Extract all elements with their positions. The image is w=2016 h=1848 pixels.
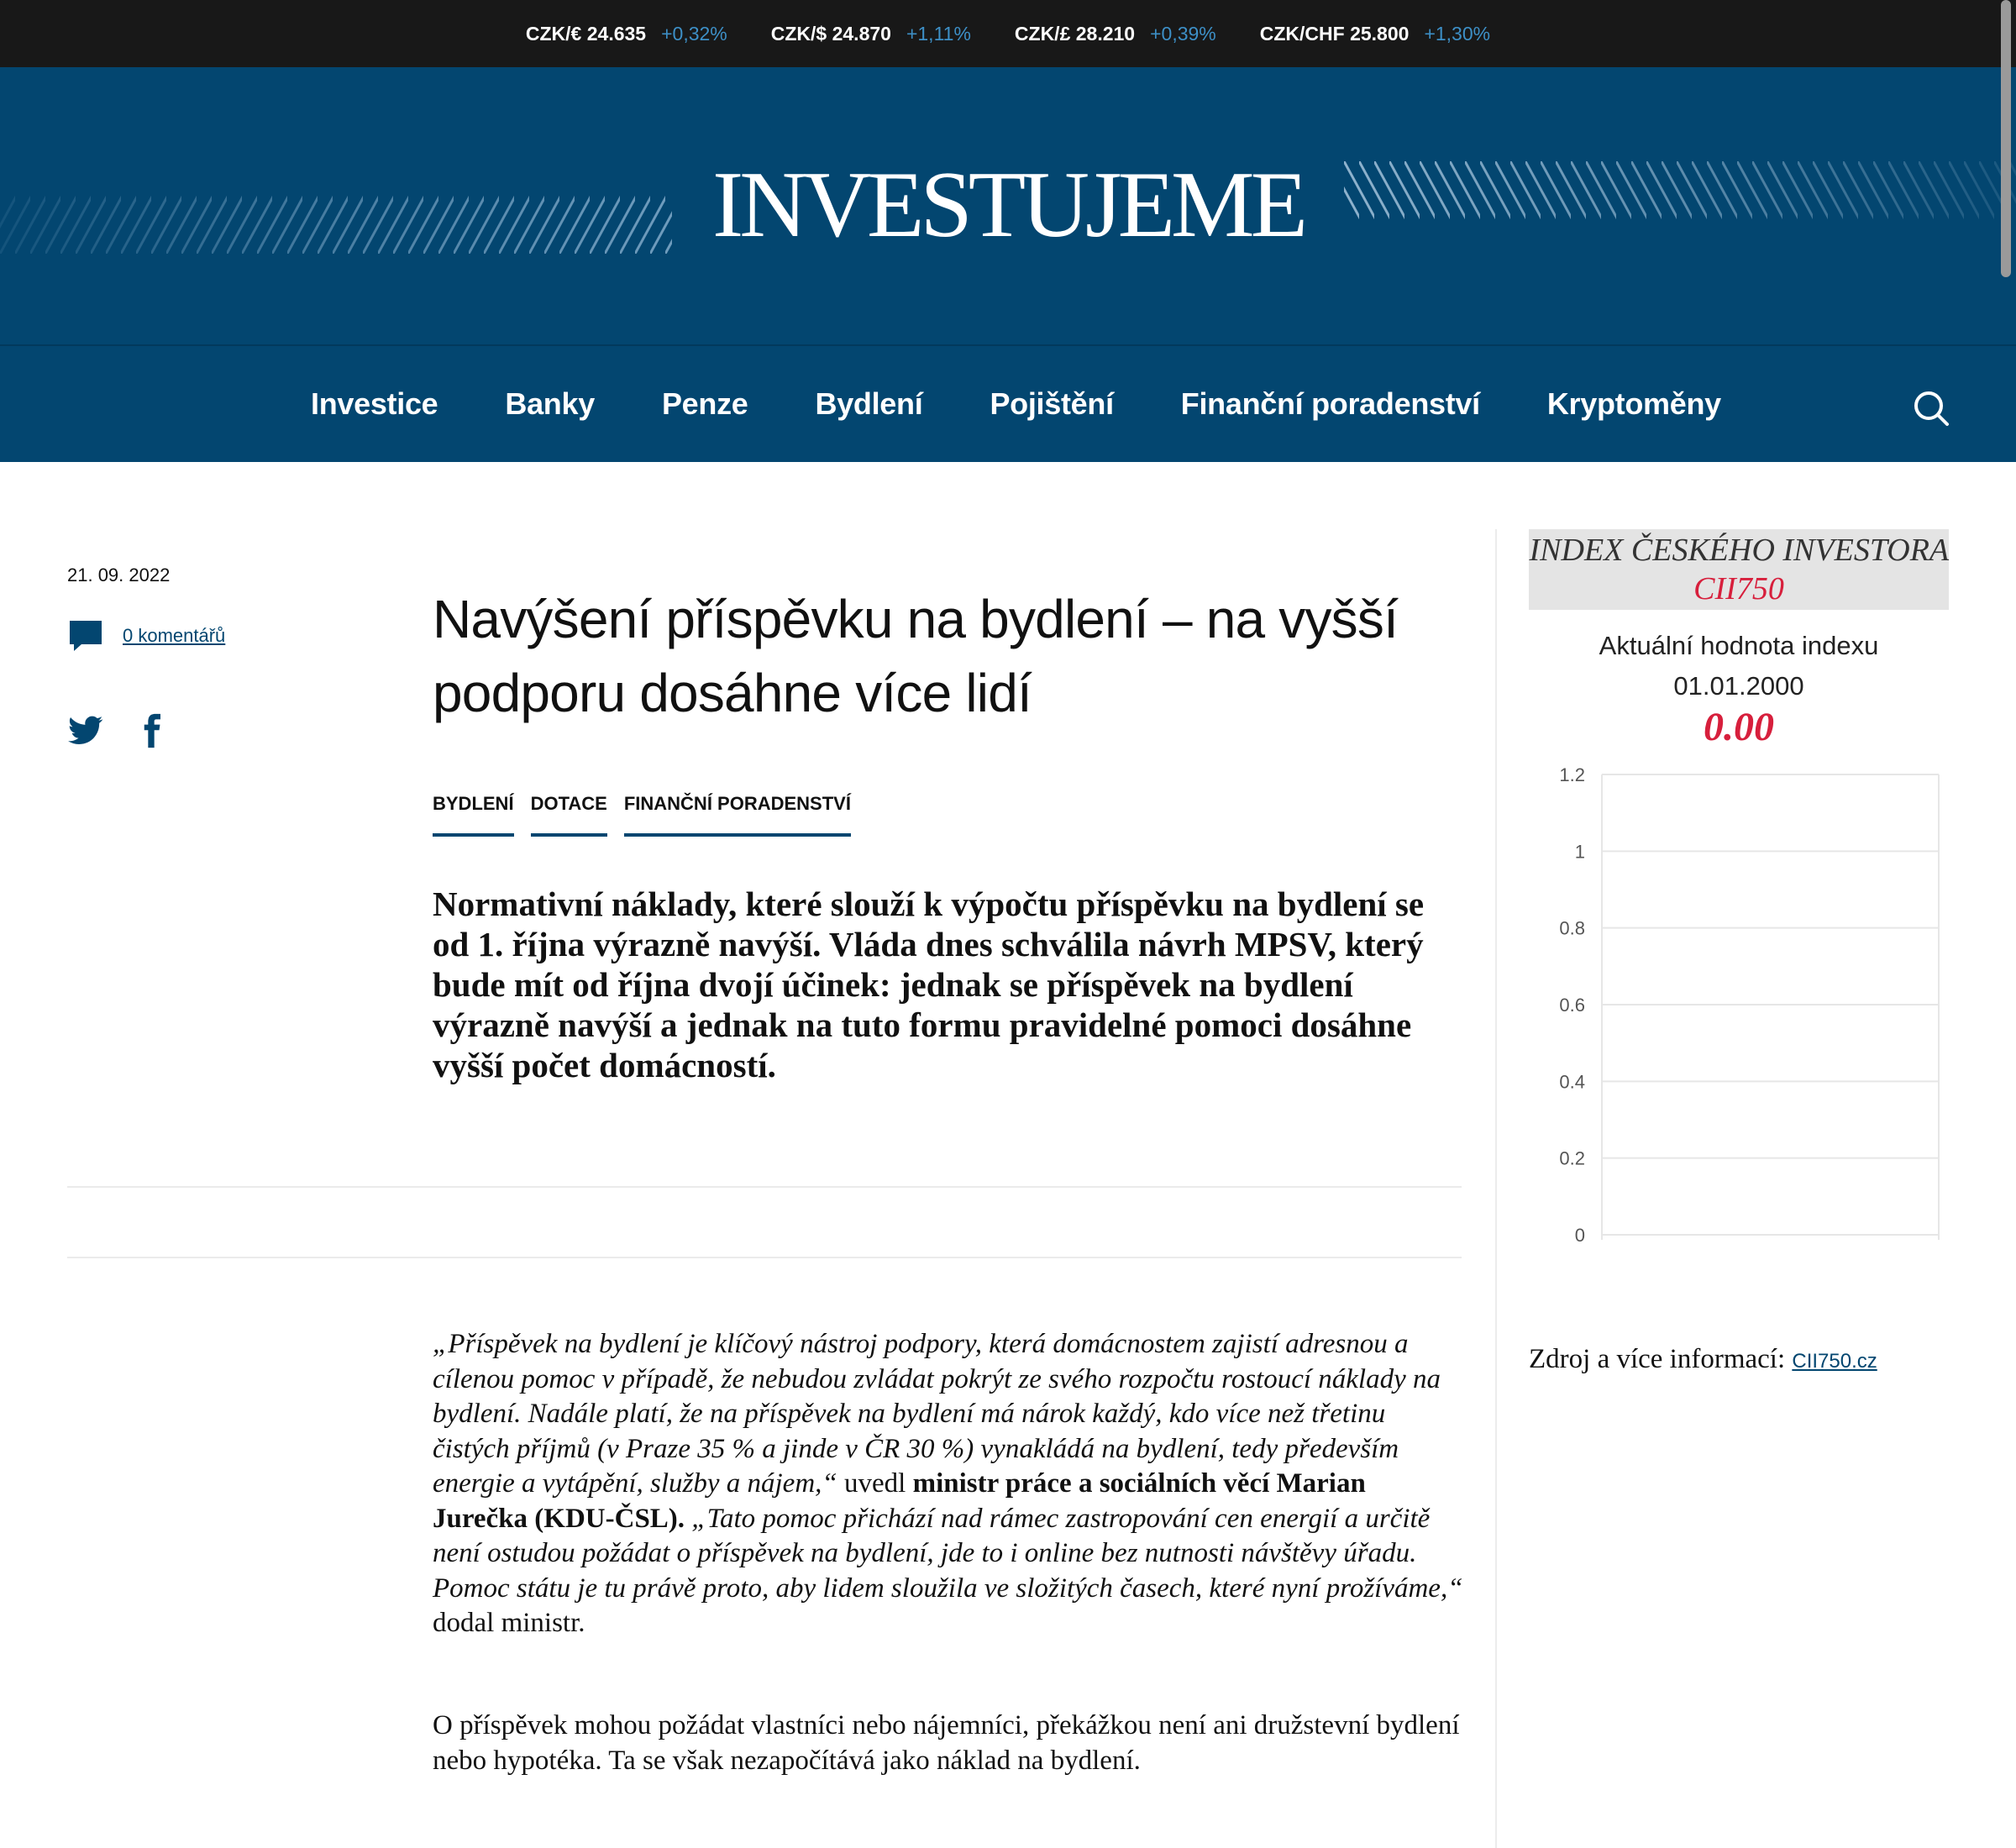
chart-y-tick-label: 0.8 — [1559, 917, 1585, 939]
divider — [67, 1257, 1462, 1258]
site-logo[interactable]: INVESTUJEME — [711, 153, 1305, 257]
speaker: ministr práce a sociálních věcí Marian Jurečka (KDU-ČSL). — [433, 1468, 1366, 1534]
chart-y-tick-label: 1.2 — [1559, 764, 1585, 785]
article-paragraph: O příspěvek mohou požádat vlastníci nebo nájemníci, překážkou není ani družstevní bydlení nebo hypotéka. Ta se však nezapočítává jako náklad na bydlení. — [433, 1710, 1460, 1776]
currency-ticker — [0, 0, 2016, 67]
index-title: INDEX ČESKÉHO INVESTORA — [1529, 533, 1949, 568]
nav-item-pojisteni[interactable]: Pojištění — [990, 386, 1114, 421]
ticker-rate: CZK/$ 24.870 — [770, 22, 891, 45]
index-chart — [1529, 756, 1949, 1260]
ticker-item-chf — [1260, 23, 1490, 45]
chart-y-tick-label: 1 — [1574, 841, 1585, 863]
ticker-rate: CZK/£ 28.210 — [1014, 22, 1136, 45]
ticker-rate: CZK/€ 24.635 — [525, 22, 647, 45]
index-caption-label: Aktuální hodnota indexu — [1599, 631, 1879, 660]
article-paragraph — [433, 1327, 1466, 1641]
nav-item-financni-poradenstvi[interactable]: Finanční poradenství — [1180, 386, 1480, 421]
ticker-item-gbp — [1015, 23, 1216, 45]
text: dodal ministr. — [433, 1608, 585, 1638]
article-date: 21. 09. 2022 — [67, 564, 171, 585]
search-icon[interactable] — [1911, 388, 1951, 428]
ticker-change: +1,30% — [1424, 22, 1491, 45]
nav-item-penze[interactable]: Penze — [661, 386, 748, 421]
index-value: 0.00 — [1704, 705, 1774, 749]
ticker-rate: CZK/CHF 25.800 — [1259, 22, 1410, 45]
scrollbar-thumb[interactable] — [2001, 0, 2011, 277]
twitter-icon[interactable] — [67, 712, 104, 749]
chart-y-tick-label: 0.6 — [1559, 995, 1585, 1016]
quote: „Tato pomoc přichází nad rámec zastropování cen energií a určitě není ostudou požádat o příspěvek na bydlení, jde to i online bez nutnosti návštěvy úřadu. Pomoc státu je tu právě proto, aby lidem sloužila ve složitých časech, které nyní prožíváme,“ — [433, 1503, 1463, 1604]
chart-y-tick-label: 0.2 — [1559, 1147, 1585, 1169]
ticker-item-eur — [526, 23, 727, 45]
share-buttons — [67, 712, 170, 749]
source-info — [1529, 1344, 1877, 1375]
article-tags — [433, 793, 851, 837]
ticker-change: +0,39% — [1150, 22, 1216, 45]
chart-y-tick-label: 0.4 — [1559, 1071, 1585, 1093]
quote: „Příspěvek na bydlení je klíčový nástroj podpory, která domácnostem zajistí adresnou a cílenou pomoc v případě, že nebudou zvládat pokrýt ze svého rozpočtu rostoucí náklady na bydlení. Nadále platí, že na příspěvek na bydlení má nárok každý, kdo více než třetinu čistých příjmů (v Praze 35 % a jinde v ČR 30 %) vynakládá na bydlení, tedy především energie a vytápění, služby a nájem,“ — [433, 1329, 1441, 1499]
ticker-change: +0,32% — [661, 22, 727, 45]
comments-link[interactable] — [67, 618, 225, 654]
source-label: Zdroj a více informací: — [1529, 1344, 1786, 1374]
sidebar-divider — [1495, 529, 1497, 1848]
index-caption — [1529, 626, 1949, 706]
facebook-icon[interactable] — [133, 712, 170, 749]
nav-item-bydleni[interactable]: Bydlení — [815, 386, 923, 421]
tag-dotace[interactable]: DOTACE — [531, 793, 607, 837]
ticker-item-usd — [771, 23, 971, 45]
main-navigation — [0, 344, 2016, 462]
chart-y-tick-label: 0 — [1574, 1225, 1585, 1246]
ticker-change: +1,11% — [906, 22, 971, 45]
article-title: Navýšení příspěvku na bydlení – na vyšší podporu dosáhne více lidí — [433, 589, 1399, 723]
tag-bydleni[interactable]: BYDLENÍ — [433, 793, 514, 837]
nav-menu — [277, 346, 1755, 462]
comment-icon — [67, 618, 104, 654]
divider — [67, 1186, 1462, 1188]
index-code: CII750 — [1693, 571, 1784, 606]
masthead — [0, 67, 2016, 344]
nav-item-investice[interactable]: Investice — [311, 386, 438, 421]
nav-item-banky[interactable]: Banky — [505, 386, 595, 421]
tag-financni-poradenstvi[interactable]: FINANČNÍ PORADENSTVÍ — [624, 793, 851, 837]
article-perex: Normativní náklady, které slouží k výpočtu příspěvku na bydlení se od 1. října výrazně navýší. Vláda dnes schválila návrh MPSV, který bude mít od října dvojí účinek: jednak se příspěvek na bydlení výrazně navýší a jednak na tuto formu pravidelné pomoci dosáhne vyšší počet domácností. — [433, 885, 1425, 1084]
index-widget-title — [1529, 529, 1949, 610]
index-date: 01.01.2000 — [1673, 671, 1804, 701]
source-link[interactable]: CII750.cz — [1792, 1350, 1877, 1373]
comments-count[interactable]: 0 komentářů — [123, 625, 226, 646]
nav-item-kryptomeny[interactable]: Kryptoměny — [1546, 386, 1721, 421]
text: uvedl — [837, 1468, 913, 1499]
